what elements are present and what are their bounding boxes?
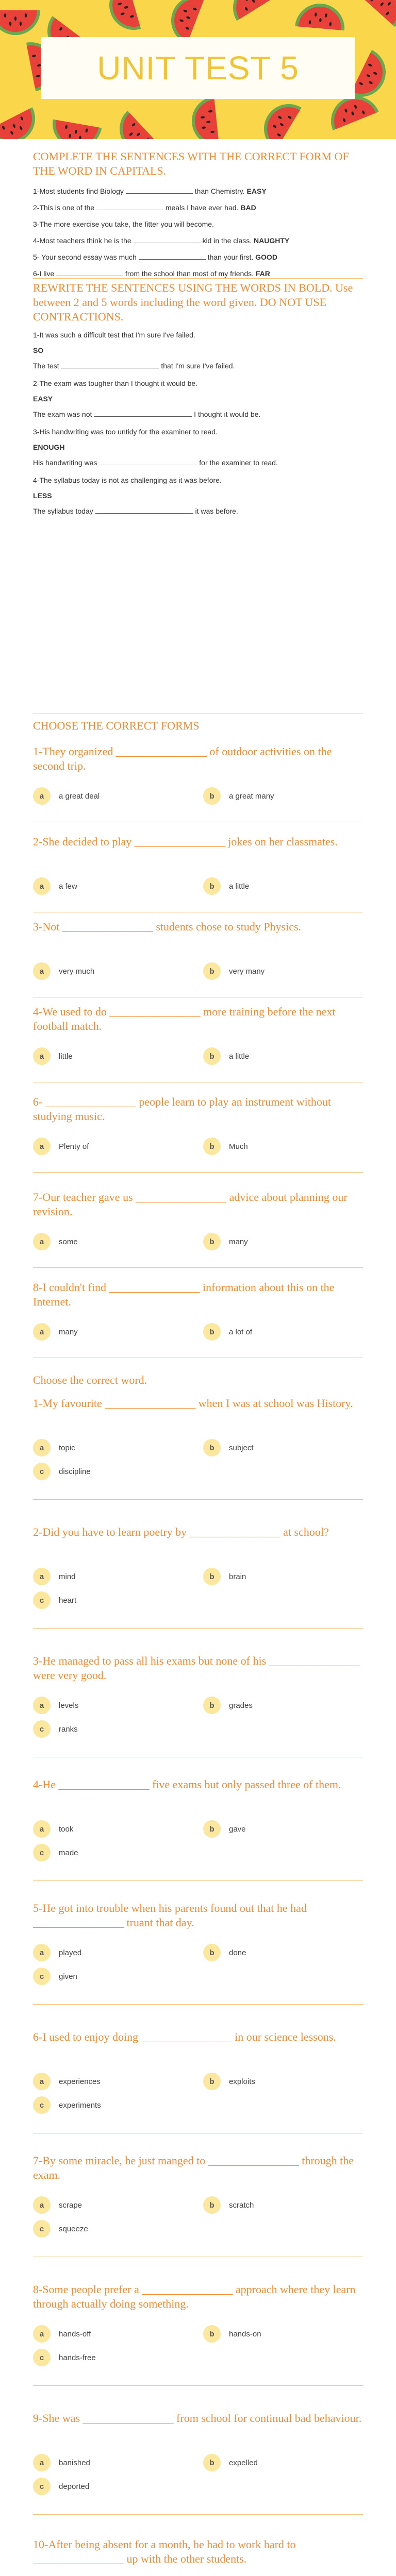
option-letter-badge: a bbox=[33, 877, 51, 895]
sentence-line bbox=[33, 185, 363, 197]
option-text: hands-on bbox=[229, 2329, 261, 2338]
sentence-line bbox=[33, 235, 363, 246]
sentence-text: I thought it would be. bbox=[194, 410, 261, 418]
divider bbox=[33, 1499, 363, 1500]
option-letter-badge: a bbox=[33, 962, 51, 980]
option-letter-badge: b bbox=[203, 2196, 221, 2214]
option-text: played bbox=[59, 1948, 82, 1957]
option-a[interactable] bbox=[33, 1046, 73, 1066]
answer-blank[interactable] bbox=[126, 193, 193, 194]
option-a[interactable] bbox=[33, 876, 77, 896]
sentence-text: 2-This is one of the bbox=[33, 204, 95, 212]
option-letter-badge: c bbox=[33, 2478, 51, 2495]
key-word: LESS bbox=[33, 492, 52, 500]
option-b[interactable] bbox=[203, 1231, 248, 1252]
section-4-heading: Choose the correct word. bbox=[33, 1374, 147, 1386]
option-letter-badge: a bbox=[33, 2196, 51, 2214]
key-word: SO bbox=[33, 346, 44, 354]
option-a[interactable] bbox=[33, 786, 100, 806]
original-sentence: 1-It was such a difficult test that I'm sure I've failed. bbox=[33, 331, 195, 339]
option-b[interactable] bbox=[203, 1437, 254, 1458]
option-b[interactable] bbox=[203, 1136, 248, 1157]
sentence-text: 5- Your second essay was much bbox=[33, 253, 137, 261]
option-text: mind bbox=[59, 1572, 76, 1581]
options-row bbox=[33, 2195, 363, 2233]
question-text: 10-After being absent for a month, he had to work hard to ________________ up with the other students. bbox=[33, 2538, 296, 2565]
option-a[interactable] bbox=[33, 2324, 91, 2344]
options-row bbox=[33, 2452, 363, 2491]
option-b[interactable] bbox=[203, 786, 274, 806]
divider bbox=[33, 1172, 363, 1173]
section-2 bbox=[33, 281, 363, 523]
option-letter-badge: c bbox=[33, 1720, 51, 1738]
option-text: gave bbox=[229, 1824, 246, 1834]
option-letter-badge: b bbox=[203, 2325, 221, 2343]
option-c[interactable] bbox=[33, 1842, 78, 1863]
option-letter-badge: b bbox=[203, 1568, 221, 1585]
rewrite-line bbox=[33, 457, 363, 468]
option-text: banished bbox=[59, 2458, 90, 2467]
option-text: Plenty of bbox=[59, 1142, 89, 1151]
sentence-text: 3-The more exercise you take, the fitter you will become. bbox=[33, 220, 214, 228]
option-a[interactable] bbox=[33, 1136, 89, 1157]
option-letter-badge: b bbox=[203, 962, 221, 980]
option-text: a few bbox=[59, 882, 77, 891]
options-row bbox=[33, 786, 363, 806]
option-letter-badge: b bbox=[203, 1820, 221, 1838]
sentence-text: His handwriting was bbox=[33, 459, 97, 467]
sentence-text: The syllabus today bbox=[33, 507, 93, 515]
section-4 bbox=[33, 1373, 363, 1387]
sentence-text: meals I have ever had. bbox=[165, 204, 239, 212]
options-row bbox=[33, 1046, 363, 1066]
sentence-text: that I'm sure I've failed. bbox=[161, 362, 235, 370]
option-b[interactable] bbox=[203, 1321, 252, 1342]
watermelon-slice-icon bbox=[358, 0, 396, 27]
option-text: grades bbox=[229, 1701, 253, 1710]
option-letter-badge: b bbox=[203, 877, 221, 895]
option-text: little bbox=[59, 1052, 73, 1061]
sentence-text: The exam was not bbox=[33, 410, 92, 418]
divider bbox=[33, 2514, 363, 2515]
option-letter-badge: b bbox=[203, 787, 221, 805]
options-row bbox=[33, 1136, 363, 1157]
option-letter-badge: a bbox=[33, 1233, 51, 1250]
question-text: 7-By some miracle, he just manged to ________________ through the exam. bbox=[33, 2154, 354, 2181]
sentence-text: for the examiner to read. bbox=[199, 459, 278, 467]
option-text: ranks bbox=[59, 1724, 78, 1734]
option-a[interactable] bbox=[33, 2452, 90, 2473]
option-letter-badge: b bbox=[203, 1439, 221, 1456]
watermelon-slice-icon bbox=[0, 107, 44, 139]
option-b[interactable] bbox=[203, 876, 249, 896]
option-letter-badge: b bbox=[203, 1323, 221, 1341]
option-letter-badge: a bbox=[33, 1439, 51, 1456]
question-text: 6- ________________ people learn to play an instrument without studying music. bbox=[33, 1095, 332, 1123]
sentence-line bbox=[33, 251, 363, 263]
option-letter-badge: c bbox=[33, 2096, 51, 2114]
option-b[interactable] bbox=[203, 2195, 254, 2215]
rewrite-line bbox=[33, 360, 363, 371]
question-text: 5-He got into trouble when his parents found out that he had ________________ truant that day. bbox=[33, 1902, 307, 1929]
sentence-text: 1-Most students find Biology bbox=[33, 187, 124, 195]
page-title: UNIT TEST 5 bbox=[97, 49, 299, 87]
option-text: squeeze bbox=[59, 2224, 88, 2233]
option-text: given bbox=[59, 1972, 77, 1981]
option-text: very many bbox=[229, 967, 265, 976]
watermelon-slice-icon bbox=[104, 0, 141, 36]
options-row bbox=[33, 1566, 363, 1605]
question-text: 3-He managed to pass all his exams but none of his ________________ were very good. bbox=[33, 1654, 360, 1682]
option-text: deported bbox=[59, 2482, 90, 2491]
question-text: 8-I couldn't find ________________ information about this on the Internet. bbox=[33, 1281, 335, 1308]
sentence-text: than Chemistry. bbox=[194, 187, 245, 195]
divider bbox=[33, 2004, 363, 2005]
option-text: heart bbox=[59, 1596, 77, 1605]
option-text: scrape bbox=[59, 2200, 82, 2210]
option-text: took bbox=[59, 1824, 74, 1834]
question-text: 9-She was ________________ from school for continual bad behaviour. bbox=[33, 2412, 362, 2425]
option-text: subject bbox=[229, 1443, 254, 1452]
options-row bbox=[33, 1695, 363, 1734]
sentence-line bbox=[33, 202, 363, 213]
question-text: 7-Our teacher gave us ________________ advice about planning our revision. bbox=[33, 1191, 348, 1218]
option-letter-badge: a bbox=[33, 1697, 51, 1714]
watermelon-slice-icon bbox=[48, 120, 102, 139]
option-letter-badge: b bbox=[203, 2073, 221, 2090]
option-b[interactable] bbox=[203, 1566, 246, 1587]
watermelon-slice-icon bbox=[189, 96, 219, 139]
option-letter-badge: a bbox=[33, 787, 51, 805]
option-text: done bbox=[229, 1948, 246, 1957]
options-row bbox=[33, 2071, 363, 2110]
option-text: made bbox=[59, 1848, 78, 1857]
options-row bbox=[33, 876, 363, 896]
rewrite-line bbox=[33, 409, 363, 420]
option-a[interactable] bbox=[33, 1437, 75, 1458]
option-text: a great deal bbox=[59, 791, 100, 801]
question-text: 8-Some people prefer a ________________ approach where they learn through actually doing something. bbox=[33, 2283, 356, 2310]
option-c[interactable] bbox=[33, 2347, 96, 2368]
question-text: 4-He ________________ five exams but only passed three of them. bbox=[33, 1778, 341, 1791]
sentence-text: kid in the class. bbox=[202, 236, 252, 245]
option-c[interactable] bbox=[33, 1590, 76, 1611]
option-text: a great many bbox=[229, 791, 274, 801]
rewrite-line bbox=[33, 505, 363, 517]
option-b[interactable] bbox=[203, 1819, 246, 1839]
option-a[interactable] bbox=[33, 1942, 81, 1963]
option-letter-badge: b bbox=[203, 2454, 221, 2471]
option-b[interactable] bbox=[203, 1046, 249, 1066]
option-letter-badge: b bbox=[203, 1138, 221, 1155]
option-letter-badge: c bbox=[33, 1463, 51, 1480]
option-text: some bbox=[59, 1237, 78, 1246]
option-b[interactable] bbox=[203, 2324, 261, 2344]
watermelon-slice-icon bbox=[224, 0, 279, 21]
options-row bbox=[33, 2324, 363, 2362]
watermelon-slice-icon bbox=[255, 95, 302, 139]
option-b[interactable] bbox=[203, 2452, 258, 2473]
option-text: a lot of bbox=[229, 1327, 253, 1336]
question-text: 2-She decided to play ________________ jokes on her classmates. bbox=[33, 835, 338, 848]
option-c[interactable] bbox=[33, 1719, 78, 1739]
key-word: EASY bbox=[33, 395, 53, 403]
option-letter-badge: c bbox=[33, 1844, 51, 1861]
option-letter-badge: a bbox=[33, 1568, 51, 1585]
option-letter-badge: a bbox=[33, 1944, 51, 1961]
divider bbox=[33, 1628, 363, 1629]
capital-word: NAUGHTY bbox=[254, 236, 290, 245]
options-row bbox=[33, 961, 363, 981]
option-text: very much bbox=[59, 967, 95, 976]
options-row bbox=[33, 1321, 363, 1342]
divider bbox=[33, 2385, 363, 2386]
option-letter-badge: a bbox=[33, 2454, 51, 2471]
option-text: many bbox=[229, 1237, 248, 1246]
answer-blank[interactable] bbox=[139, 259, 206, 260]
option-c[interactable] bbox=[33, 2476, 89, 2497]
option-letter-badge: c bbox=[33, 1968, 51, 1985]
option-c[interactable] bbox=[33, 2218, 88, 2239]
sentence-line bbox=[33, 218, 363, 230]
question-text: 1-My favourite ________________ when I was at school was History. bbox=[33, 1397, 353, 1410]
option-text: scratch bbox=[229, 2200, 254, 2210]
option-text: topic bbox=[59, 1443, 75, 1452]
option-text: levels bbox=[59, 1701, 79, 1710]
option-b[interactable] bbox=[203, 961, 265, 981]
option-text: a little bbox=[229, 882, 250, 891]
key-word: ENOUGH bbox=[33, 443, 65, 451]
original-sentence: 4-The syllabus today is not as challenging as it was before. bbox=[33, 476, 222, 484]
option-letter-badge: a bbox=[33, 2325, 51, 2343]
option-a[interactable] bbox=[33, 961, 94, 981]
options-row bbox=[33, 1231, 363, 1252]
watermelon-slice-icon bbox=[295, 2, 346, 30]
option-text: hands-off bbox=[59, 2329, 91, 2338]
option-letter-badge: a bbox=[33, 1820, 51, 1838]
original-sentence: 2-The exam was tougher than I thought it would be. bbox=[33, 379, 198, 387]
option-letter-badge: b bbox=[203, 1047, 221, 1065]
option-b[interactable] bbox=[203, 2071, 255, 2092]
section-1 bbox=[33, 149, 363, 284]
option-text: expelled bbox=[229, 2458, 258, 2467]
option-text: exploits bbox=[229, 2077, 255, 2086]
header-banner bbox=[0, 0, 396, 139]
capital-word: FAR bbox=[255, 269, 270, 278]
capital-word: EASY bbox=[246, 187, 267, 195]
option-letter-badge: c bbox=[33, 2349, 51, 2366]
answer-blank[interactable] bbox=[94, 416, 192, 417]
option-a[interactable] bbox=[33, 1231, 78, 1252]
section-3 bbox=[33, 719, 363, 733]
option-b[interactable] bbox=[203, 1695, 253, 1716]
option-text: Much bbox=[229, 1142, 248, 1151]
option-letter-badge: a bbox=[33, 1047, 51, 1065]
option-c[interactable] bbox=[33, 2095, 101, 2115]
question-text: 3-Not ________________ students chose to study Physics. bbox=[33, 920, 302, 933]
option-text: experiments bbox=[59, 2100, 101, 2110]
option-a[interactable] bbox=[33, 1566, 76, 1587]
option-a[interactable] bbox=[33, 1695, 78, 1716]
section-1-heading: COMPLETE THE SENTENCES WITH THE CORRECT FORM OF THE WORD IN CAPITALS. bbox=[33, 150, 349, 177]
divider bbox=[33, 278, 363, 279]
question-text: 1-They organized ________________ of outdoor activities on the second trip. bbox=[33, 745, 332, 772]
option-a[interactable] bbox=[33, 2195, 82, 2215]
option-a[interactable] bbox=[33, 1321, 78, 1342]
option-letter-badge: c bbox=[33, 2220, 51, 2238]
question-text: 2-Did you have to learn poetry by ________________ at school? bbox=[33, 1526, 329, 1538]
capital-word: GOOD bbox=[255, 253, 277, 261]
options-row bbox=[33, 1437, 363, 1476]
divider bbox=[33, 1267, 363, 1268]
sentence-text: than your first. bbox=[207, 253, 254, 261]
watermelon-slice-icon bbox=[0, 10, 40, 35]
option-letter-badge: b bbox=[203, 1944, 221, 1961]
option-letter-badge: a bbox=[33, 1323, 51, 1341]
question-text: 6-I used to enjoy doing ________________ in our science lessons. bbox=[33, 2030, 336, 2043]
sentence-text: from the school than most of my friends. bbox=[125, 269, 254, 278]
option-b[interactable] bbox=[203, 1942, 246, 1963]
option-a[interactable] bbox=[33, 1819, 73, 1839]
sentence-text: it was before. bbox=[195, 507, 238, 515]
option-text: brain bbox=[229, 1572, 246, 1581]
title-box bbox=[41, 37, 355, 99]
option-text: a little bbox=[229, 1052, 250, 1061]
options-row bbox=[33, 1819, 363, 1857]
option-text: discipline bbox=[59, 1467, 91, 1476]
option-text: experiences bbox=[59, 2077, 101, 2086]
question-text: 4-We used to do ________________ more training before the next football match. bbox=[33, 1005, 336, 1032]
option-text: hands-free bbox=[59, 2353, 96, 2362]
answer-blank[interactable] bbox=[95, 513, 193, 514]
option-letter-badge: b bbox=[203, 1697, 221, 1714]
option-letter-badge: b bbox=[203, 1233, 221, 1250]
divider bbox=[33, 1880, 363, 1881]
sentence-text: 4-Most teachers think he is the bbox=[33, 236, 131, 245]
option-letter-badge: c bbox=[33, 1591, 51, 1609]
option-text: many bbox=[59, 1327, 78, 1336]
sentence-text: 6-I live bbox=[33, 269, 55, 278]
watermelon-slice-icon bbox=[109, 111, 161, 139]
section-2-heading: REWRITE THE SENTENCES USING THE WORDS IN BOLD. Use between 2 and 5 words including the word given. DO NOT USE CONTRACTIONS. bbox=[33, 281, 353, 323]
option-c[interactable] bbox=[33, 1966, 77, 1987]
section-3-heading: CHOOSE THE CORRECT FORMS bbox=[33, 719, 200, 732]
original-sentence: 3-His handwriting was too untidy for the examiner to read. bbox=[33, 428, 218, 436]
options-row bbox=[33, 1942, 363, 1981]
option-c[interactable] bbox=[33, 1461, 91, 1482]
sentence-text: The test bbox=[33, 362, 59, 370]
option-letter-badge: a bbox=[33, 1138, 51, 1155]
capital-word: BAD bbox=[240, 204, 256, 212]
sentence-line bbox=[33, 268, 363, 279]
option-letter-badge: a bbox=[33, 2073, 51, 2090]
option-a[interactable] bbox=[33, 2071, 101, 2092]
